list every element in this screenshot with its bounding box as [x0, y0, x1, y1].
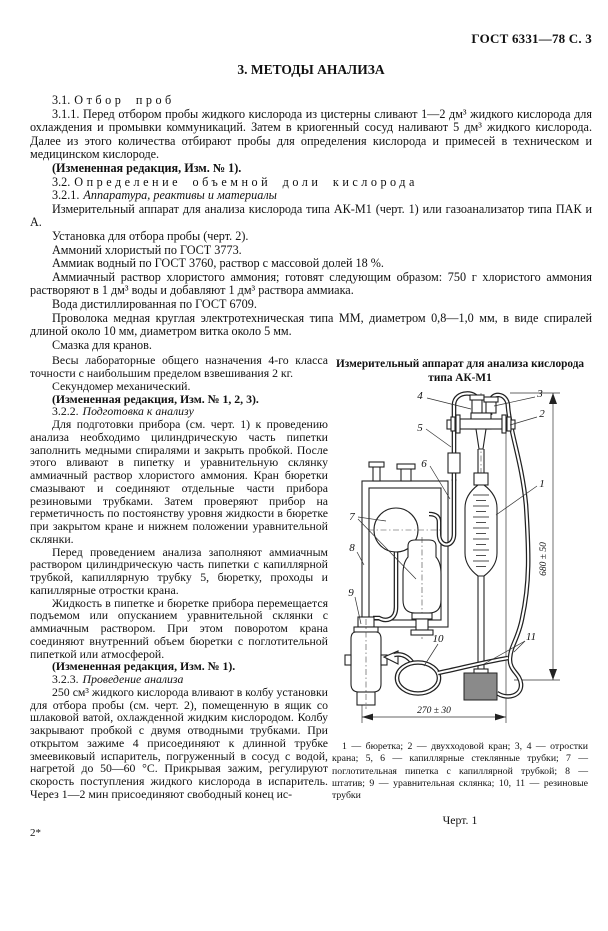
- figure-dim-width: 270 ± 30: [417, 706, 451, 717]
- figure-legend: 1 — бюретка; 2 — двухходовой кран; 3, 4 — отростки крана; 5, 6 — капиллярные стеклянные трубки; 7 — поглотительная пипетка с капиллярной трубкой; 8 — штатив; 9 — уравнительная склянка; 10, 11 — резиновые трубки: [332, 741, 588, 802]
- paragraph-device: Измерительный аппарат для анализа кислорода типа АК-М1 (черт. 1) или газоанализатор типа ПАК и А.: [30, 201, 592, 230]
- callout-4: 4: [417, 390, 423, 403]
- paragraph-prep1: Для подготовки прибора (см. черт. 1) к проведению анализа необходимо цилиндрическую часть пипетки заполнить медными спиралями и закрыть пробкой. После этого вливают в пипетку и уравнительную склянку аммиачный раствор хлористого аммония. Кран бюретки смазывают и соединяют отдельные части прибора резиновыми трубками. Затем проверяют прибор на герметичность по постоянству уровня жидкости в бюретке при закрытом кране и нижнем положении уравнительной склянки.: [30, 417, 328, 546]
- heading-text: Подготовка к анализу: [82, 404, 194, 419]
- equalizing-bottle-drawing: [345, 617, 387, 709]
- heading-3-1: [30, 94, 592, 108]
- callout-8: 8: [349, 542, 355, 555]
- callout-9: 9: [348, 587, 354, 600]
- paragraph-scales: Весы лабораторные общего назначения 4-го класса точности с наибольшим пределом взвешивания 2 кг.: [30, 353, 328, 381]
- figure-column: [330, 354, 590, 828]
- heading-number: 3.2.1.: [52, 188, 80, 203]
- paragraph-run1: 250 см³ жидкого кислорода вливают в колбу установки для отбора пробы (см. черт. 2), помещенную в ящик со шлаковой ватой, охлажденной жидким кислородом. Колбу закрывают пробкой с двумя отводными трубками. При открытом зажиме 4 присоединяют к длинной трубке змеевиковый испаритель, погруженный в сосуд с водой, нагретой до 50—60 °С. Прикрывая зажим, регулируют скорость поступления жидкого кислорода в испаритель. Через 1—2 мин присоединяют свободный конец ис-: [30, 684, 328, 801]
- paragraph-grease: Смазка для кранов.: [52, 337, 152, 352]
- two-column-section: [30, 354, 592, 828]
- document-body: [30, 62, 592, 828]
- callout-6: 6: [421, 458, 427, 471]
- section-title: 3. МЕТОДЫ АНАЛИЗА: [237, 62, 385, 77]
- callout-7: 7: [349, 511, 355, 524]
- paragraph-prep2: Перед проведением анализа заполняют аммиачным раствором цилиндрическую часть пипетки с капиллярной трубкой, капиллярную трубку 5, бюретку, проходы и капиллярные отростки крана.: [30, 544, 328, 597]
- callout-2: 2: [539, 408, 545, 421]
- paragraph-ammonia: Аммиак водный по ГОСТ 3760, раствор с массовой долей 18 %.: [52, 256, 384, 271]
- apparatus-figure: [344, 387, 588, 739]
- callout-11: 11: [525, 631, 537, 644]
- paragraph-water: Вода дистиллированная по ГОСТ 6709.: [52, 296, 257, 311]
- paragraph-solution: Аммиачный раствор хлористого аммония; готовят следующим образом: 750 г хлористого аммония растворяют в 1 дм³ воды и добавляют 1 дм³ раствора аммиака.: [30, 269, 592, 298]
- paragraph-stopwatch: Секундомер механический.: [52, 378, 191, 393]
- callout-3: 3: [537, 388, 543, 401]
- figure-dim-height: 680 ± 50: [539, 542, 549, 577]
- heading-text: Отбор проб: [74, 93, 175, 107]
- heading-3-2-3: [30, 673, 328, 686]
- callout-1: 1: [539, 478, 545, 491]
- left-text-column: [30, 354, 330, 800]
- changed-note-1: (Измененная редакция, Изм. № 1).: [52, 160, 242, 175]
- paragraph-prep3: Жидкость в пипетке и бюретке прибора перемещается подъемом или опусканием уравнительной склянки с аммиачным раствором. При этом поворотом крана соединяют внутренний объем бюретки с поглотительной пипеткой или атмосферой.: [30, 595, 328, 661]
- changed-note-123: (Измененная редакция, Изм. № 1, 2, 3).: [52, 391, 259, 406]
- changed-note-1b: (Измененная редакция, Изм. № 1).: [52, 659, 236, 674]
- heading-number: 3.2.3.: [52, 672, 79, 687]
- paragraph-setup: Установка для отбора пробы (черт. 2).: [52, 228, 249, 243]
- heading-text: Аппаратура, реактивы и материалы: [83, 188, 277, 203]
- heading-text: Определение объемной доли кислорода: [74, 174, 418, 189]
- heading-number: 3.2.2.: [52, 404, 79, 419]
- heading-3-2: [30, 176, 592, 190]
- heading-3-2-1: [30, 189, 592, 203]
- document-header: ГОСТ 6331—78 С. 3: [471, 31, 592, 46]
- figure-caption: Черт. 1: [442, 813, 478, 828]
- page-footnote: 2*: [30, 827, 41, 839]
- support-block-drawing: [464, 673, 497, 700]
- paragraph-3-1-1: 3.1.1. Перед отбором пробы жидкого кислорода из цистерны сливают 1—2 дм³ жидкого кислорода для охлаждения и промывки коммуникаций. Затем в криогенный сосуд наливают 5 дм³ жидкого кислорода. Далее из этого количества отбирают пробы для определения кислорода и примесей в техническом и медицинском кислороде.: [30, 106, 592, 162]
- callout-5: 5: [417, 422, 423, 435]
- paragraph-wire: Проволока медная круглая электротехническая типа ММ, диаметром 0,8—1,0 мм, в виде спиралей длиной около 10 мм, диаметром витка около 5 мм.: [30, 310, 592, 339]
- heading-text: Проведение анализа: [82, 672, 184, 687]
- connector-tube-drawing: [373, 552, 396, 620]
- figure-title: Измерительный аппарат для анализа кислорода типа АК-М1: [335, 358, 585, 384]
- heading-number: 3.2.: [52, 174, 71, 189]
- heading-number: 3.1.: [52, 93, 71, 107]
- callout-10: 10: [432, 633, 444, 646]
- paragraph-ammonium: Аммоний хлористый по ГОСТ 3773.: [52, 242, 242, 257]
